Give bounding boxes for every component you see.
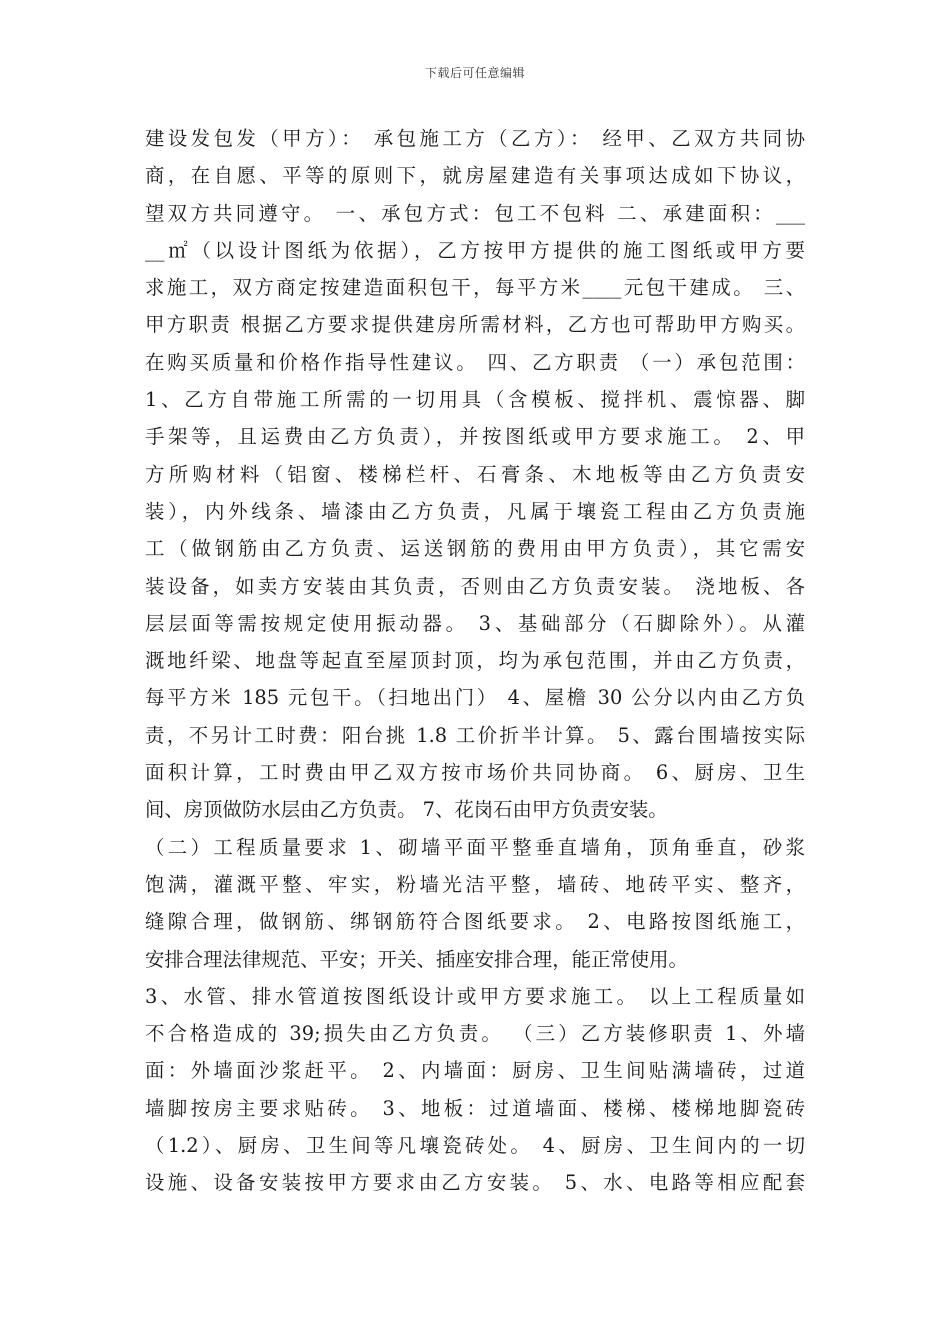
text-line: __㎡（以设计图纸为依据），乙方按甲方提供的施工图纸或甲方要 <box>145 238 805 262</box>
text-line: 3、水管、排水管道按图纸设计或甲方要求施工。 以上工程质量如 <box>145 984 805 1008</box>
text-line: 安排合理法律规范、平安；开关、插座安排合理，能正常使用。 <box>145 947 688 971</box>
text-line: 望双方共同遵守。 一、承包方式：包工不包料 二、承建面积：___ <box>145 201 805 225</box>
text-line: 在购买质量和价格作指导性建议。 四、乙方职责 （一）承包范围： <box>145 350 805 374</box>
text-line: 装设备，如卖方安装由其负责，否则由乙方负责安装。 浇地板、各 <box>145 574 805 598</box>
text-line: 饱满，灌溉平整、牢实，粉墙光洁平整，墙砖、地砖平实、整齐， <box>145 872 805 896</box>
text-line: （1.2）、厨房、卫生间等凡壤瓷砖处。 4、厨房、卫生间内的一切 <box>145 1134 805 1158</box>
text-line: 面积计算，工时费由甲乙双方按市场价共同协商。 6、厨房、卫生 <box>145 761 805 785</box>
text-line: 求施工，双方商定按建造面积包干，每平方米____元包干建成。 三、 <box>145 276 805 300</box>
text-line: 责，不另计工时费：阳台挑 1.8 工价折半计算。 5、露台围墙按实际 <box>145 723 805 747</box>
text-line: 甲方职责 根据乙方要求提供建房所需材料，乙方也可帮助甲方购买。 <box>145 313 805 337</box>
text-line: 溉地纤梁、地盘等起直至屋顶封顶，均为承包范围，并由乙方负责， <box>145 649 805 673</box>
text-line: 建设发包发（甲方）： 承包施工方（乙方）： 经甲、乙双方共同协 <box>145 127 805 150</box>
text-line: 工（做钢筋由乙方负责、运送钢筋的费用由甲方负责），其它需安 <box>145 537 805 561</box>
text-line: 每平方米 185 元包干。（扫地出门） 4、屋檐 30 公分以内由乙方负 <box>145 686 805 710</box>
text-line: 设施、设备安装按甲方要求由乙方安装。 5、水、电路等相应配套 <box>145 1171 805 1195</box>
text-line: 1、乙方自带施工所需的一切用具（含模板、搅拌机、震惊器、脚 <box>145 388 805 412</box>
document-body <box>145 120 805 1202</box>
text-line: 装），内外线条、墙漆由乙方负责，凡属于壤瓷工程由乙方负责施 <box>145 499 805 523</box>
text-line: 面：外墙面沙浆赶平。 2、内墙面：厨房、卫生间贴满墙砖，过道 <box>145 1059 805 1083</box>
text-line: 方所购材料（铝窗、楼梯栏杆、石膏条、木地板等由乙方负责安 <box>145 462 805 486</box>
text-line: 手架等，且运费由乙方负责），并按图纸或甲方要求施工。 2、甲 <box>145 425 805 449</box>
text-line: 墙脚按房主要求贴砖。 3、地板：过道墙面、楼梯、楼梯地脚瓷砖 <box>145 1096 805 1120</box>
text-line: 缝隙合理，做钢筋、绑钢筋符合图纸要求。 2、电路按图纸施工， <box>145 910 805 934</box>
text-line: 层层面等需按规定使用振动器。 3、基础部分（石脚除外）。从灌 <box>145 611 805 635</box>
text-line: （二）工程质量要求 1、砌墙平面平整垂直墙角，顶角垂直，砂浆 <box>145 835 805 859</box>
text-line: 商，在自愿、平等的原则下，就房屋建造有关事项达成如下协议， <box>145 164 805 188</box>
text-line: 间、房顶做防水层由乙方负责。 7、花岗石由甲方负责安装。 <box>145 798 668 822</box>
page-header-note: 下载后可任意编辑 <box>424 66 525 80</box>
text-line: 不合格造成的 39;损失由乙方负责。 （三）乙方装修职责 1、外墙 <box>145 1022 805 1046</box>
